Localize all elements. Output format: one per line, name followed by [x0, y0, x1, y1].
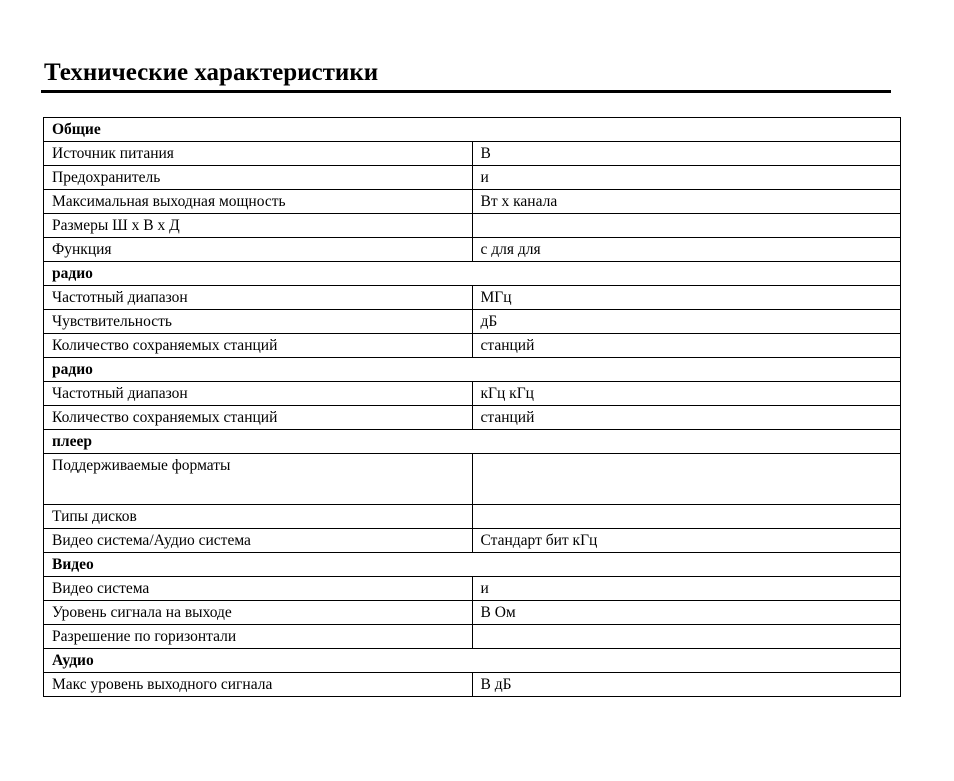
spec-value — [472, 505, 901, 529]
spec-value: МГц — [472, 286, 901, 310]
spec-value: станций — [472, 406, 901, 430]
spec-row — [44, 382, 901, 406]
spec-row — [44, 214, 901, 238]
spec-value — [472, 214, 901, 238]
spec-row — [44, 286, 901, 310]
spec-row — [44, 334, 901, 358]
spec-label: Частотный диапазон — [44, 382, 473, 406]
spec-label: Максимальная выходная мощность — [44, 190, 473, 214]
spec-value: В — [472, 142, 901, 166]
section-header-row — [44, 262, 901, 286]
spec-label: Поддерживаемые форматы — [44, 454, 473, 505]
spec-row — [44, 310, 901, 334]
section-heading: радио — [44, 358, 901, 382]
section-heading: Видео — [44, 553, 901, 577]
spec-row — [44, 505, 901, 529]
title-underline — [41, 90, 891, 93]
section-heading: Общие — [44, 118, 901, 142]
spec-value: с для для — [472, 238, 901, 262]
spec-row — [44, 454, 901, 505]
spec-value: и — [472, 166, 901, 190]
spec-value: В Ом — [472, 601, 901, 625]
spec-row — [44, 238, 901, 262]
spec-row — [44, 142, 901, 166]
section-header-row — [44, 553, 901, 577]
spec-value: В дБ — [472, 673, 901, 697]
spec-row — [44, 577, 901, 601]
spec-table-body — [44, 118, 901, 697]
spec-label: Частотный диапазон — [44, 286, 473, 310]
spec-value: дБ — [472, 310, 901, 334]
spec-value: станций — [472, 334, 901, 358]
spec-label: Количество сохраняемых станций — [44, 334, 473, 358]
spec-value: и — [472, 577, 901, 601]
spec-label: Уровень сигнала на выходе — [44, 601, 473, 625]
spec-label: Видео система/Аудио система — [44, 529, 473, 553]
spec-value: кГц кГц — [472, 382, 901, 406]
spec-value: Стандарт бит кГц — [472, 529, 901, 553]
spec-row — [44, 190, 901, 214]
spec-label: Размеры Ш x В x Д — [44, 214, 473, 238]
section-header-row — [44, 649, 901, 673]
spec-row — [44, 166, 901, 190]
section-header-row — [44, 358, 901, 382]
page-title: Технические характеристики — [44, 59, 379, 86]
spec-value: Вт х канала — [472, 190, 901, 214]
spec-row — [44, 673, 901, 697]
section-heading: радио — [44, 262, 901, 286]
spec-label: Макс уровень выходного сигнала — [44, 673, 473, 697]
spec-label: Предохранитель — [44, 166, 473, 190]
section-heading: Аудио — [44, 649, 901, 673]
spec-label: Разрешение по горизонтали — [44, 625, 473, 649]
spec-label: Чувствительность — [44, 310, 473, 334]
spec-label: Количество сохраняемых станций — [44, 406, 473, 430]
spec-label: Типы дисков — [44, 505, 473, 529]
section-heading: плеер — [44, 430, 901, 454]
spec-value — [472, 625, 901, 649]
spec-row — [44, 601, 901, 625]
spec-table — [43, 117, 901, 697]
spec-row — [44, 406, 901, 430]
spec-value — [472, 454, 901, 505]
spec-label: Видео система — [44, 577, 473, 601]
section-header-row — [44, 118, 901, 142]
spec-row — [44, 529, 901, 553]
spec-label: Функция — [44, 238, 473, 262]
spec-row — [44, 625, 901, 649]
spec-label: Источник питания — [44, 142, 473, 166]
section-header-row — [44, 430, 901, 454]
